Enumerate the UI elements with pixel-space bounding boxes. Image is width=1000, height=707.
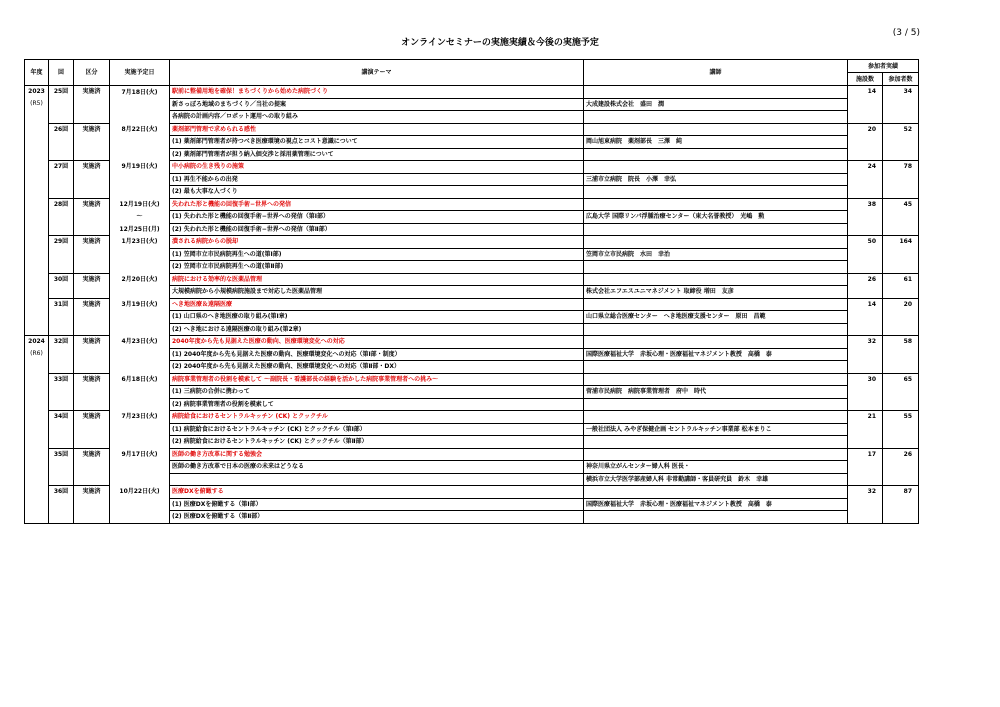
session-status: 実施済 [74,411,110,449]
table-row [25,136,919,149]
page-number: (3 / 5) [892,28,920,38]
facility-count: 14 [848,298,883,336]
header-date: 実施予定日 [110,60,170,86]
lecture-topic: (1) 山口県のへき地医療の取り組み(第Ⅰ章) [170,311,584,324]
session-date [110,436,170,449]
session-date: 10月22日(火) [110,486,170,499]
table-row [25,398,919,411]
table-row [25,173,919,186]
header-attendees: 参加者数 [883,73,919,86]
lecture-topic: (1) 三病院の合併に携わって [170,386,584,399]
table-row [25,386,919,399]
header-category: 区分 [74,60,110,86]
lecture-topic: (2) 病院事業管理者の役割を模索して [170,398,584,411]
session-date: 7月18日(火) [110,86,170,99]
attendee-count: 78 [883,161,919,199]
header-lecturer: 講師 [584,60,848,86]
table-row [25,248,919,261]
table-row [25,498,919,511]
era-label: (R5) [30,99,43,107]
session-status: 実施済 [74,336,110,374]
table-row [25,511,919,524]
lecturer [584,323,848,336]
seminar-title: 病院事業管理者の役割を模索して 〜副院長・看護部長の経験を活かした病院事業管理者への挑み〜 [170,373,584,386]
facility-count: 32 [848,336,883,374]
attendee-count: 55 [883,411,919,449]
session-status: 実施済 [74,198,110,236]
table-row [25,198,919,211]
lecture-topic: (2) 病院給食におけるセントラルキッチン (CK) とクックチル（第Ⅱ部） [170,436,584,449]
seminar-title: へき地医療＆遠隔医療 [170,298,584,311]
table-row [25,461,919,474]
facility-count: 26 [848,273,883,298]
header-number: 回 [49,60,74,86]
table-row [25,286,919,299]
table-row [25,98,919,111]
session-number: 32回 [49,336,74,374]
lecture-topic: 各病院の計画内容／ロボット運用への取り組み [170,111,584,124]
lecturer [584,161,848,174]
facility-count: 20 [848,123,883,161]
lecturer: 菅浦市民病院 病院事業管理者 府中 時代 [584,386,848,399]
lecture-topic: (2) 笠岡市立市民病院再生への道(第Ⅱ部) [170,261,584,274]
session-date [110,348,170,361]
table-row [25,211,919,224]
year-cell [25,86,49,336]
session-date: 〜 [110,211,170,224]
session-status: 実施済 [74,86,110,124]
facility-count: 38 [848,198,883,236]
session-date [110,473,170,486]
seminar-title: 潰される病院からの脱却 [170,236,584,249]
year-label: 2023 [28,88,45,95]
lecture-topic: (2) 薬剤部門管理者が担う納入価交渉と採用薬管理について [170,148,584,161]
session-number: 36回 [49,486,74,524]
session-number: 26回 [49,123,74,161]
session-status: 実施済 [74,161,110,199]
lecture-topic: (1) 医療DXを俯瞰する（第Ⅰ部） [170,498,584,511]
lecture-topic: (2) 2040年度から先も見据えた医療の動向、医療環境変化への対応（第Ⅱ部・DX） [170,361,584,374]
table-row [25,273,919,286]
session-date: 2月20日(火) [110,273,170,286]
session-date [110,186,170,199]
facility-count: 17 [848,448,883,486]
attendee-count: 20 [883,298,919,336]
lecturer [584,86,848,99]
lecturer [584,398,848,411]
facility-count: 14 [848,86,883,124]
lecturer: 笠岡市立市民病院 水田 幸治 [584,248,848,261]
seminar-title: 中小病院の生き残りの施策 [170,161,584,174]
lecturer: 国際医療福祉大学 赤坂心理・医療福祉マネジメント教授 高橋 泰 [584,348,848,361]
table-row [25,123,919,136]
lecture-topic [170,473,584,486]
session-status: 実施済 [74,236,110,274]
session-date [110,511,170,524]
session-date [110,398,170,411]
table-row [25,323,919,336]
table-row [25,411,919,424]
session-date [110,498,170,511]
session-date [110,311,170,324]
lecturer [584,198,848,211]
lecture-topic: (1) 失われた形と機能の回復手術−世界への発信（第Ⅰ部） [170,211,584,224]
table-row [25,161,919,174]
lecturer [584,223,848,236]
table-row [25,473,919,486]
session-date: 4月23日(火) [110,336,170,349]
lecturer [584,186,848,199]
session-number: 34回 [49,411,74,449]
session-status: 実施済 [74,298,110,336]
session-date [110,286,170,299]
lecture-topic: 医師の働き方改革で日本の医療の未来はどうなる [170,461,584,474]
lecture-topic: 大規模病院から小規模病院施設まで対応した医薬品管理 [170,286,584,299]
facility-count: 24 [848,161,883,199]
session-status: 実施済 [74,373,110,411]
session-date: 7月23日(火) [110,411,170,424]
lecturer: 横浜市立大学医学部産婦人科 非常勤講師・客員研究員 鈴木 幸雄 [584,473,848,486]
table-row [25,311,919,324]
seminar-title: 失われた形と機能の回復手術−世界への発信 [170,198,584,211]
session-date [110,323,170,336]
lecturer [584,123,848,136]
attendee-count: 58 [883,336,919,374]
lecturer: 神奈川県立がんセンター婦人科 医長・ [584,461,848,474]
lecturer [584,336,848,349]
table-row [25,223,919,236]
lecturer [584,486,848,499]
attendee-count: 61 [883,273,919,298]
lecture-topic: (1) 薬剤部門管理者が持つべき医療環境の視点とコスト意識について [170,136,584,149]
session-date: 3月19日(火) [110,298,170,311]
session-date: 9月19日(火) [110,161,170,174]
lecturer [584,111,848,124]
lecturer [584,236,848,249]
session-date [110,148,170,161]
facility-count: 30 [848,373,883,411]
year-cell [25,336,49,524]
lecturer: 国際医療福祉大学 赤坂心理・医療福祉マネジメント教授 高橋 泰 [584,498,848,511]
header-facilities: 施設数 [848,73,883,86]
table-row [25,423,919,436]
session-date [110,386,170,399]
facility-count: 32 [848,486,883,524]
document-title: オンラインセミナーの実施実績＆今後の実施予定 [401,38,599,48]
seminar-table [24,59,919,524]
lecturer: 三浦市立病院 院長 小澤 幸弘 [584,173,848,186]
session-date: 6月18日(火) [110,373,170,386]
table-row [25,298,919,311]
session-status: 実施済 [74,486,110,524]
table-row [25,436,919,449]
seminar-title: 医師の働き方改革に関する勉強会 [170,448,584,461]
session-date [110,423,170,436]
session-status: 実施済 [74,273,110,298]
session-number: 33回 [49,373,74,411]
attendee-count: 26 [883,448,919,486]
session-number: 30回 [49,273,74,298]
attendee-count: 45 [883,198,919,236]
table-row [25,236,919,249]
session-number: 29回 [49,236,74,274]
lecturer [584,511,848,524]
table-row [25,348,919,361]
session-status: 実施済 [74,123,110,161]
facility-count: 50 [848,236,883,274]
table-row [25,336,919,349]
lecturer: 広島大学 国際リンパ浮腫治療センター（東大名誉教授） 光嶋 勲 [584,211,848,224]
lecturer [584,361,848,374]
attendee-count: 52 [883,123,919,161]
table-row [25,448,919,461]
session-date [110,248,170,261]
lecture-topic: (1) 笠岡市立市民病院再生への道(第Ⅰ部) [170,248,584,261]
session-date [110,461,170,474]
session-date [110,98,170,111]
lecture-topic: (2) 失われた形と機能の回復手術−世界への発信（第Ⅱ部） [170,223,584,236]
seminar-title: 2040年度から先も見据えた医療の動向、医療環境変化への対応 [170,336,584,349]
lecturer: 株式会社エフエスユニマネジメント 取締役 増田 友彦 [584,286,848,299]
attendee-count: 34 [883,86,919,124]
table-row [25,148,919,161]
lecturer [584,411,848,424]
lecture-topic: (2) へき地における遠隔医療の取り組み(第2章) [170,323,584,336]
session-date: 9月17日(火) [110,448,170,461]
session-number: 28回 [49,198,74,236]
session-number: 25回 [49,86,74,124]
session-date [110,361,170,374]
lecturer [584,448,848,461]
header-year: 年度 [25,60,49,86]
session-date [110,111,170,124]
facility-count: 21 [848,411,883,449]
era-label: (R6) [30,349,43,357]
lecturer: 山口県立総合医療センター へき地医療支援センター 原田 昌範 [584,311,848,324]
session-date [110,136,170,149]
lecture-topic: (2) 医療DXを俯瞰する（第Ⅱ部） [170,511,584,524]
attendee-count: 164 [883,236,919,274]
session-status: 実施済 [74,448,110,486]
table-row [25,261,919,274]
table-row [25,111,919,124]
session-date: 8月22日(火) [110,123,170,136]
lecturer [584,148,848,161]
lecturer [584,273,848,286]
lecture-topic: 新さっぽろ地域のまちづくり／当社の提案 [170,98,584,111]
session-date [110,173,170,186]
table-row [25,373,919,386]
lecturer [584,298,848,311]
attendee-count: 87 [883,486,919,524]
session-number: 27回 [49,161,74,199]
session-number: 31回 [49,298,74,336]
seminar-title: 医療DXを俯瞰する [170,486,584,499]
lecturer: 岡山旭東病院 薬剤部長 三澤 純 [584,136,848,149]
lecturer: 一般社団法人 みやぎ保健企画 セントラルキッチン事業部 松本まりこ [584,423,848,436]
header-theme: 講演テーマ [170,60,584,86]
session-date: 1月23日(火) [110,236,170,249]
lecture-topic: (1) 2040年度から先も見据えた医療の動向、医療環境変化への対応（第Ⅰ部・制度） [170,348,584,361]
session-date: 12月25日(月) [110,223,170,236]
attendee-count: 65 [883,373,919,411]
lecture-topic: (1) 病院給食におけるセントラルキッチン (CK) とクックチル（第Ⅰ部） [170,423,584,436]
session-date [110,261,170,274]
lecturer [584,436,848,449]
header-participants: 参加者実績 [848,60,919,73]
year-label: 2024 [28,338,45,345]
lecture-topic: (2) 最も大事な人づくり [170,186,584,199]
seminar-title: 病院給食におけるセントラルキッチン (CK) とクックチル [170,411,584,424]
table-row [25,186,919,199]
lecturer [584,373,848,386]
session-number: 35回 [49,448,74,486]
seminar-title: 駅前に整備用地を確保！まちづくりから始めた病院づくり [170,86,584,99]
lecture-topic: (1) 再生不能からの出発 [170,173,584,186]
seminar-title: 薬剤部門管理で求められる感性 [170,123,584,136]
table-row [25,486,919,499]
table-row [25,361,919,374]
session-date: 12月19日(火) [110,198,170,211]
table-row [25,86,919,99]
seminar-title: 病院における効率的な医薬品管理 [170,273,584,286]
lecturer [584,261,848,274]
lecturer: 大成建設株式会社 盛田 潤 [584,98,848,111]
